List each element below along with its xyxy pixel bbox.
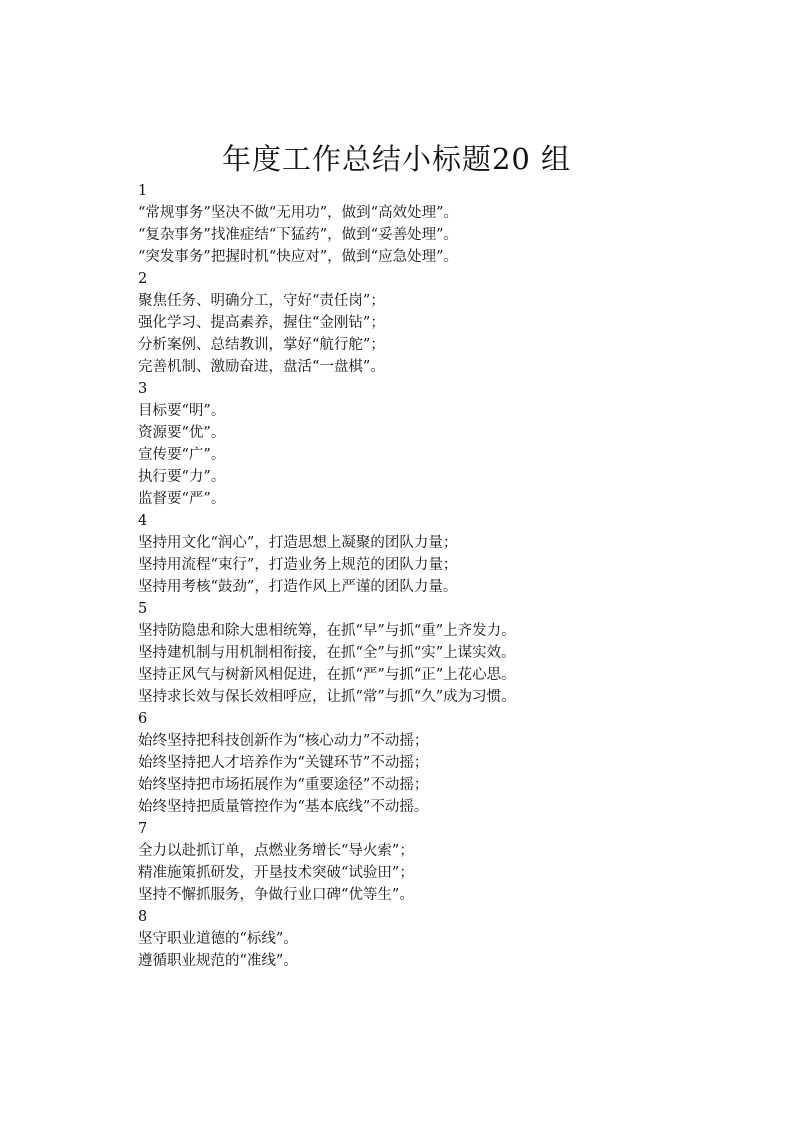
section-5 [138,598,758,708]
section-line: 坚持用流程“束行”，打造业务上规范的团队力量； [138,557,458,573]
section-line: 聚焦任务、明确分工，守好“责任岗”； [138,293,385,309]
section-line: 坚守职业道德的“标线”。 [138,931,298,947]
section-line: 目标要“明”。 [138,403,226,419]
section-line: 完善机制、激励奋进，盘活“一盘棋”。 [138,359,385,375]
section-1 [138,180,758,268]
section-number: 4 [138,513,148,529]
section-6 [138,708,758,818]
section-line: 坚持用考核“鼓劲”，打造作风上严谨的团队力量。 [138,579,458,595]
section-line: 坚持求长效与保长效相呼应，让抓“常”与抓“久”成为习惯。 [138,689,516,705]
section-line: 坚持不懈抓服务，争做行业口碑“优等生”。 [138,887,414,903]
section-number: 1 [138,183,148,199]
section-line: 精准施策抓研发，开垦技术突破“试验田”； [138,865,414,881]
section-line: 遵循职业规范的“准线”。 [138,953,298,969]
section-2 [138,268,758,378]
section-line: 分析案例、总结教训，掌好“航行舵”； [138,337,385,353]
section-line: 执行要“力”。 [138,469,226,485]
section-line: 坚持用文化“润心”，打造思想上凝聚的团队力量； [138,535,458,551]
section-line: 强化学习、提高素养，握住“金刚钻”； [138,315,385,331]
document-title: 年度工作总结小标题20 组 [221,142,572,176]
section-line: 坚持防隐患和除大患相统筹，在抓“早”与抓“重”上齐发力。 [138,623,516,639]
section-8 [138,906,758,972]
section-line: “常规事务”坚决不做“无用功”，做到“高效处理”。 [138,205,458,221]
section-4 [138,510,758,598]
section-line: 始终坚持把科技创新作为“核心动力”不动摇； [138,733,429,749]
section-number: 3 [138,381,148,397]
section-line: 宣传要“广”。 [138,447,226,463]
section-line: 始终坚持把市场拓展作为“重要途径”不动摇； [138,777,429,793]
section-line: 始终坚持把人才培养作为“关键环节”不动摇； [138,755,429,771]
section-7 [138,818,758,906]
section-line: 监督要“严”。 [138,491,226,507]
section-line: “复杂事务”找准症结“下猛药”，做到“妥善处理”。 [138,227,458,243]
section-line: 资源要“优”。 [138,425,226,441]
section-number: 7 [138,821,148,837]
document-body [138,180,758,972]
section-line: 坚持建机制与用机制相衔接，在抓“全”与抓“实”上谋实效。 [138,645,516,661]
section-line: 全力以赴抓订单，点燃业务增长“导火索”； [138,843,414,859]
section-line: “突发事务”把握时机“快应对”，做到“应急处理”。 [138,249,458,265]
section-number: 2 [138,271,148,287]
section-number: 8 [138,909,148,925]
section-3 [138,378,758,510]
section-number: 6 [138,711,148,727]
section-line: 坚持正风气与树新风相促进，在抓“严”与抓“正”上花心思。 [138,667,516,683]
section-line: 始终坚持把质量管控作为“基本底线”不动摇。 [138,799,429,815]
section-number: 5 [138,601,148,617]
